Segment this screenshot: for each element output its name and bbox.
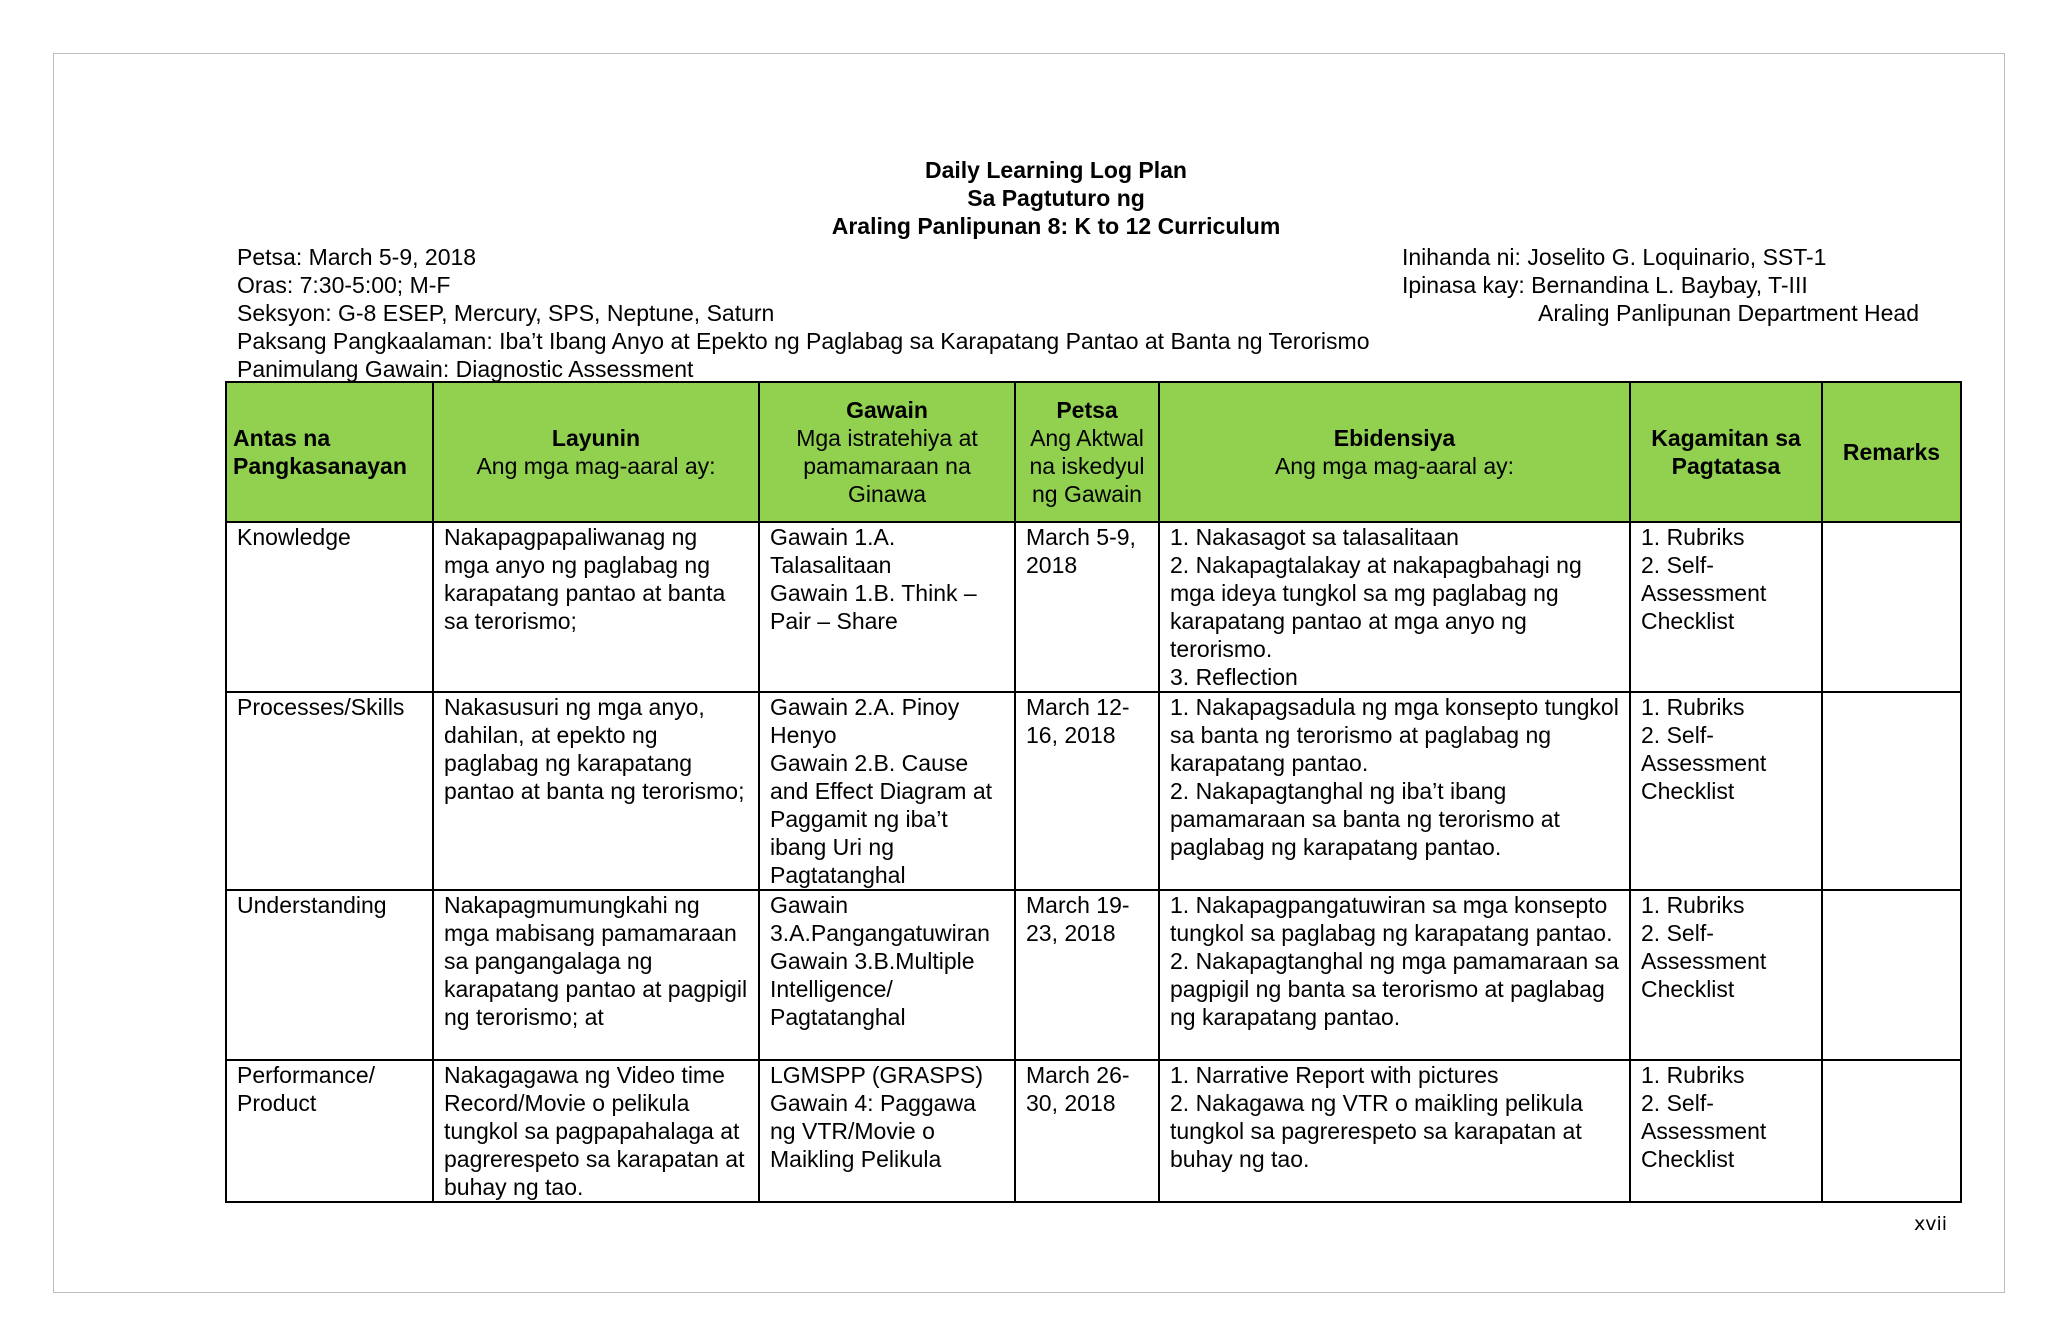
cell-remarks: [1822, 522, 1961, 692]
meta-inihanda: Inihanda ni: Joselito G. Loquinario, SST-1: [1402, 244, 1827, 270]
header-petsa: Petsa Ang Aktwal na iskedyul ng Gawain: [1015, 382, 1159, 522]
cell-kagamitan: 1. Rubriks 2. Self-Assessment Checklist: [1630, 522, 1822, 692]
meta-right: [1402, 243, 1919, 327]
cell-remarks: [1822, 1060, 1961, 1202]
meta-department: Araling Panlipunan Department Head: [1538, 300, 1920, 326]
cell-petsa: March 26-30, 2018: [1015, 1060, 1159, 1202]
header-gawain: Gawain Mga istratehiya at pamamaraan na Ginawa: [759, 382, 1015, 522]
cell-antas: Understanding: [226, 890, 433, 1060]
table-header-row: [226, 382, 1961, 522]
header-ebidensiya: Ebidensiya Ang mga mag-aaral ay:: [1159, 382, 1630, 522]
cell-antas: Performance/ Product: [226, 1060, 433, 1202]
cell-petsa: March 19-23, 2018: [1015, 890, 1159, 1060]
header-layunin: Layunin Ang mga mag-aaral ay:: [433, 382, 759, 522]
header-kagamitan: Kagamitan sa Pagtatasa: [1630, 382, 1822, 522]
page-number: xvii: [1914, 1213, 1948, 1235]
cell-kagamitan: 1. Rubriks 2. Self-Assessment Checklist: [1630, 692, 1822, 890]
meta-petsa: Petsa: March 5-9, 2018: [237, 244, 477, 270]
cell-remarks: [1822, 890, 1961, 1060]
meta-paksa: Paksang Pangkaalaman: Iba’t Ibang Anyo at Epekto ng Paglabag sa Karapatang Pantao at Banta ng Terorismo: [237, 328, 1370, 354]
cell-antas: Processes/Skills: [226, 692, 433, 890]
header-remarks: Remarks: [1822, 382, 1961, 522]
title-line-2: Sa Pagtuturo ng: [967, 185, 1145, 211]
cell-layunin: Nakasusuri ng mga anyo, dahilan, at epekto ng paglabag ng karapatang pantao at banta ng terorismo;: [433, 692, 759, 890]
title-line-3: Araling Panlipunan 8: K to 12 Curriculum: [831, 213, 1281, 239]
meta-panimula: Panimulang Gawain: Diagnostic Assessment: [237, 356, 694, 382]
meta-oras: Oras: 7:30-5:00; M-F: [237, 272, 451, 298]
cell-kagamitan: 1. Rubriks 2. Self-Assessment Checklist: [1630, 1060, 1822, 1202]
cell-gawain: LGMSPP (GRASPS) Gawain 4: Paggawa ng VTR/Movie o Maikling Pelikula: [759, 1060, 1015, 1202]
meta-seksyon: Seksyon: G-8 ESEP, Mercury, SPS, Neptune, Saturn: [237, 300, 775, 326]
cell-ebidensiya: 1. Narrative Report with pictures 2. Nakagawa ng VTR o maikling pelikula tungkol sa pagrerespeto sa karapatan at buhay ng tao.: [1159, 1060, 1630, 1202]
cell-layunin: Nakagagawa ng Video time Record/Movie o pelikula tungkol sa pagpapahalaga at pagrerespeto sa karapatan at buhay ng tao.: [433, 1060, 759, 1202]
cell-petsa: March 12-16, 2018: [1015, 692, 1159, 890]
cell-ebidensiya: 1. Nakapagpangatuwiran sa mga konsepto tungkol sa paglabag ng karapatang pantao. 2. Nakapagtanghal ng mga pamamaraan sa pagpigil ng banta sa terorismo at paglabag ng karapatang pantao.: [1159, 890, 1630, 1060]
cell-petsa: March 5-9, 2018: [1015, 522, 1159, 692]
cell-ebidensiya: 1. Nakapagsadula ng mga konsepto tungkol sa banta ng terorismo at paglabag ng karapatang pantao. 2. Nakapagtanghal ng iba’t ibang pamamaraan sa banta ng terorismo at paglabag ng karapatang pantao.: [1159, 692, 1630, 890]
table-row: [226, 692, 1961, 890]
header-antas: Antas na Pangkasanayan: [226, 382, 433, 522]
table-row: [226, 1060, 1961, 1202]
meta-left: [237, 243, 1369, 383]
meta-ipinasa: Ipinasa kay: Bernandina L. Baybay, T-III: [1402, 272, 1808, 298]
cell-remarks: [1822, 692, 1961, 890]
cell-gawain: Gawain 2.A. Pinoy Henyo Gawain 2.B. Cause and Effect Diagram at Paggamit ng iba’t ibang Uri ng Pagtatanghal: [759, 692, 1015, 890]
cell-ebidensiya: 1. Nakasagot sa talasalitaan 2. Nakapagtalakay at nakapagbahagi ng mga ideya tungkol sa mg paglabag ng karapatang pantao at mga anyo ng terorismo. 3. Reflection: [1159, 522, 1630, 692]
cell-layunin: Nakapagpapaliwanag ng mga anyo ng paglabag ng karapatang pantao at banta sa terorismo;: [433, 522, 759, 692]
cell-gawain: Gawain 1.A. Talasalitaan Gawain 1.B. Think – Pair – Share: [759, 522, 1015, 692]
title-line-1: Daily Learning Log Plan: [925, 157, 1187, 183]
table-row: [226, 890, 1961, 1060]
cell-antas: Knowledge: [226, 522, 433, 692]
cell-layunin: Nakapagmumungkahi ng mga mabisang pamamaraan sa pangangalaga ng karapatang pantao at pagpigil ng terorismo; at: [433, 890, 759, 1060]
learning-log-table: [225, 381, 1962, 1203]
cell-gawain: Gawain 3.A.Pangangatuwiran Gawain 3.B.Multiple Intelligence/ Pagtatanghal: [759, 890, 1015, 1060]
table-row: [226, 522, 1961, 692]
cell-kagamitan: 1. Rubriks 2. Self-Assessment Checklist: [1630, 890, 1822, 1060]
document-title: [0, 156, 2048, 240]
